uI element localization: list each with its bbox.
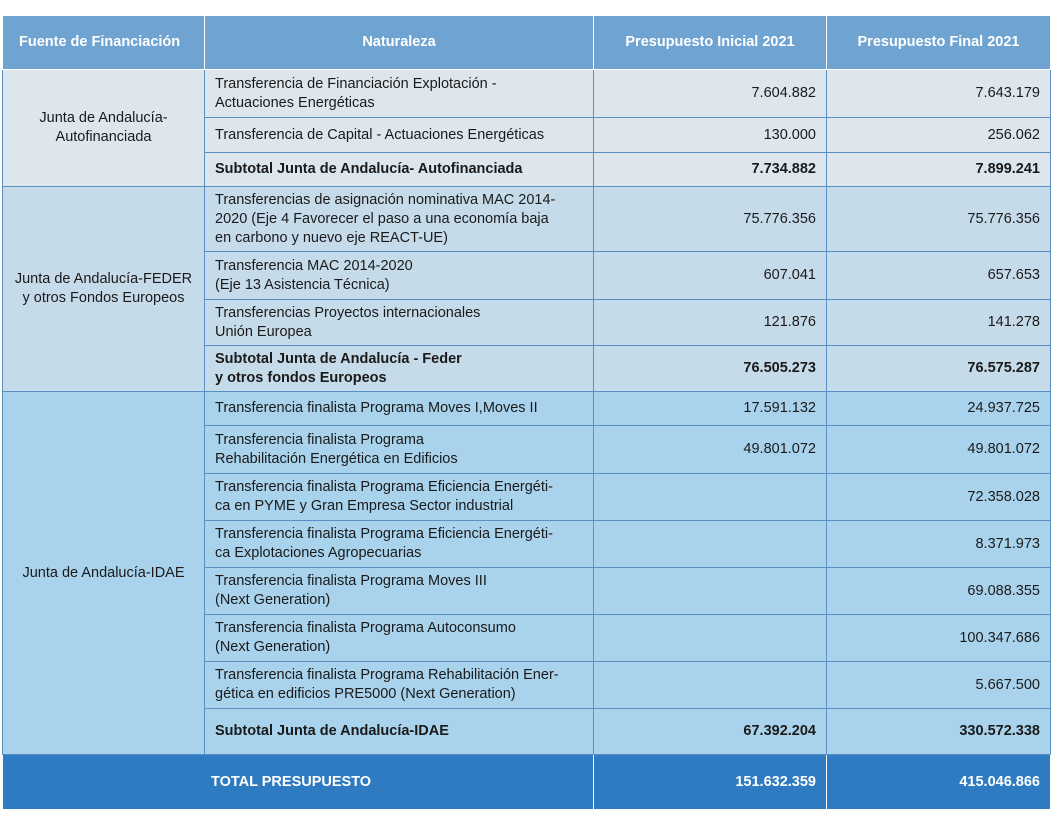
nature-cell: Transferencia finalista Programa Moves III (Next Generation) — [205, 568, 594, 615]
initial-budget-cell: 49.801.072 — [594, 426, 827, 474]
final-budget-cell: 69.088.355 — [827, 568, 1051, 615]
total-label: TOTAL PRESUPUESTO — [3, 755, 594, 810]
nature-cell: Subtotal Junta de Andalucía-IDAE — [205, 709, 594, 755]
table-row — [3, 392, 1051, 426]
final-budget-cell: 7.899.241 — [827, 153, 1051, 187]
initial-budget-cell — [594, 521, 827, 568]
final-budget-cell: 72.358.028 — [827, 474, 1051, 521]
final-budget-cell: 330.572.338 — [827, 709, 1051, 755]
initial-budget-cell: 76.505.273 — [594, 346, 827, 392]
initial-budget-cell — [594, 568, 827, 615]
total-initial: 151.632.359 — [594, 755, 827, 810]
header-initial: Presupuesto Inicial 2021 — [594, 16, 827, 70]
nature-cell: Transferencia de Capital - Actuaciones Energéticas — [205, 118, 594, 153]
nature-cell: Transferencia finalista Programa Eficiencia Energéti- ca en PYME y Gran Empresa Sector industrial — [205, 474, 594, 521]
final-budget-cell: 657.653 — [827, 252, 1051, 300]
initial-budget-cell — [594, 474, 827, 521]
header-final: Presupuesto Final 2021 — [827, 16, 1051, 70]
initial-budget-cell: 121.876 — [594, 300, 827, 346]
final-budget-cell: 141.278 — [827, 300, 1051, 346]
nature-cell: Transferencia finalista Programa Rehabilitación Energética en Edificios — [205, 426, 594, 474]
table-body — [3, 70, 1051, 755]
header-row — [3, 16, 1051, 70]
nature-cell: Subtotal Junta de Andalucía - Feder y otros fondos Europeos — [205, 346, 594, 392]
initial-budget-cell — [594, 662, 827, 709]
nature-cell: Transferencia finalista Programa Autoconsumo (Next Generation) — [205, 615, 594, 662]
nature-cell: Transferencia finalista Programa Moves I,Moves II — [205, 392, 594, 426]
final-budget-cell: 8.371.973 — [827, 521, 1051, 568]
final-budget-cell: 75.776.356 — [827, 187, 1051, 252]
final-budget-cell: 100.347.686 — [827, 615, 1051, 662]
total-row — [3, 755, 1051, 810]
initial-budget-cell: 130.000 — [594, 118, 827, 153]
final-budget-cell: 7.643.179 — [827, 70, 1051, 118]
nature-cell: Transferencia finalista Programa Rehabilitación Ener- gética en edificios PRE5000 (Next Generation) — [205, 662, 594, 709]
header-source: Fuente de Financiación — [3, 16, 205, 70]
nature-cell: Transferencias de asignación nominativa MAC 2014- 2020 (Eje 4 Favorecer el paso a una economía baja en carbono y nuevo eje REACT-UE) — [205, 187, 594, 252]
final-budget-cell: 24.937.725 — [827, 392, 1051, 426]
nature-cell: Transferencia de Financiación Explotación - Actuaciones Energéticas — [205, 70, 594, 118]
nature-cell: Transferencia MAC 2014-2020 (Eje 13 Asistencia Técnica) — [205, 252, 594, 300]
total-final: 415.046.866 — [827, 755, 1051, 810]
initial-budget-cell: 17.591.132 — [594, 392, 827, 426]
nature-cell: Transferencia finalista Programa Eficiencia Energéti- ca Explotaciones Agropecuarias — [205, 521, 594, 568]
final-budget-cell: 49.801.072 — [827, 426, 1051, 474]
final-budget-cell: 76.575.287 — [827, 346, 1051, 392]
header-nature: Naturaleza — [205, 16, 594, 70]
final-budget-cell: 5.667.500 — [827, 662, 1051, 709]
initial-budget-cell: 7.604.882 — [594, 70, 827, 118]
funding-source-cell: Junta de Andalucía-FEDER y otros Fondos Europeos — [3, 187, 205, 392]
table-row — [3, 70, 1051, 118]
initial-budget-cell: 607.041 — [594, 252, 827, 300]
initial-budget-cell: 67.392.204 — [594, 709, 827, 755]
funding-source-cell: Junta de Andalucía- Autofinanciada — [3, 70, 205, 187]
initial-budget-cell: 7.734.882 — [594, 153, 827, 187]
nature-cell: Subtotal Junta de Andalucía- Autofinanciada — [205, 153, 594, 187]
initial-budget-cell: 75.776.356 — [594, 187, 827, 252]
initial-budget-cell — [594, 615, 827, 662]
budget-table — [2, 15, 1051, 810]
final-budget-cell: 256.062 — [827, 118, 1051, 153]
nature-cell: Transferencias Proyectos internacionales Unión Europea — [205, 300, 594, 346]
table-row — [3, 187, 1051, 252]
funding-source-cell: Junta de Andalucía-IDAE — [3, 392, 205, 755]
